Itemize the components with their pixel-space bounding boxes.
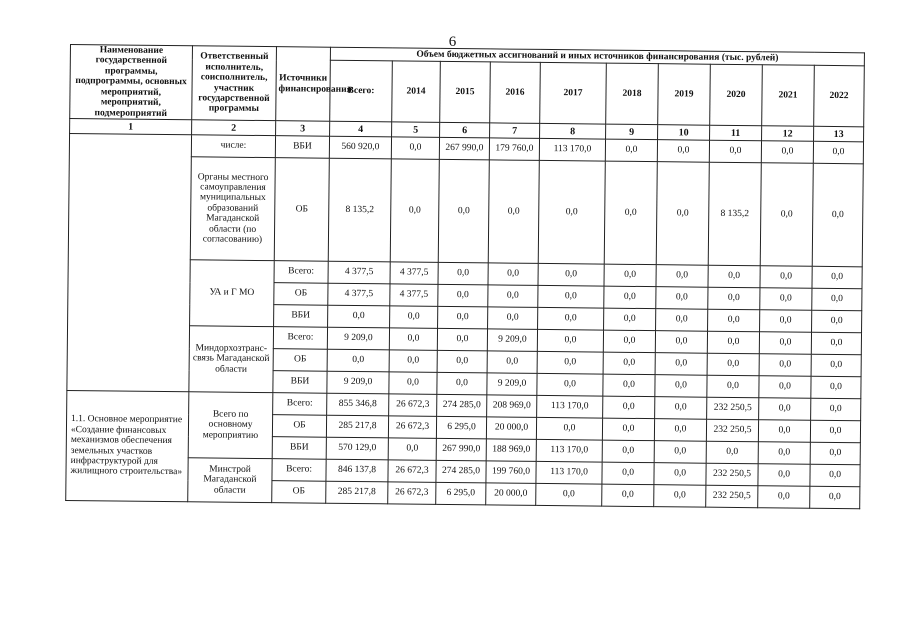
value-cell: 4 377,5 (328, 283, 390, 306)
value-cell: 0,0 (488, 285, 538, 308)
value-cell: 0,0 (488, 160, 539, 264)
value-cell: 0,0 (656, 265, 708, 288)
column-index: 1 (70, 119, 192, 135)
header-year: 2018 (606, 63, 659, 125)
value-cell: 0,0 (655, 331, 707, 354)
value-cell: 0,0 (811, 398, 861, 421)
value-cell: 0,0 (488, 263, 538, 286)
value-cell: 0,0 (438, 159, 489, 263)
value-cell: 0,0 (758, 486, 810, 509)
value-cell: 0,0 (657, 140, 709, 163)
value-cell: 113 170,0 (539, 138, 605, 161)
budget-table (65, 44, 865, 509)
column-index: 2 (192, 120, 276, 136)
value-cell: 0,0 (603, 352, 655, 375)
value-cell: 0,0 (388, 438, 436, 461)
header-year: 2015 (440, 61, 491, 123)
value-cell: 0,0 (760, 163, 813, 267)
value-cell: 26 672,3 (388, 460, 436, 483)
value-cell: 208 969,0 (487, 395, 537, 418)
value-cell: 0,0 (603, 330, 655, 353)
value-cell: 6 295,0 (436, 416, 486, 439)
value-cell: 0,0 (810, 420, 860, 443)
value-cell: 0,0 (812, 310, 862, 333)
value-cell: 0,0 (538, 263, 604, 286)
value-cell: 6 295,0 (436, 482, 486, 505)
value-cell: 855 346,8 (327, 393, 389, 416)
value-cell: 0,0 (391, 137, 439, 160)
value-cell: 0,0 (438, 284, 488, 307)
value-cell: 0,0 (758, 442, 810, 465)
header-executor: Ответственный исполнитель, соисполнитель, участник государственной программы (192, 46, 277, 121)
value-cell: 0,0 (759, 376, 811, 399)
value-cell: 0,0 (390, 159, 439, 262)
value-cell: 0,0 (655, 375, 707, 398)
value-cell: 0,0 (706, 441, 758, 464)
value-cell: 0,0 (709, 140, 761, 163)
value-cell: 0,0 (707, 375, 759, 398)
value-cell: 0,0 (758, 420, 810, 443)
value-cell: 0,0 (487, 351, 537, 374)
value-cell: 0,0 (536, 483, 602, 506)
source-cell: ВБИ (274, 305, 328, 328)
value-cell: 0,0 (707, 331, 759, 354)
value-cell: 0,0 (759, 398, 811, 421)
column-index: 8 (540, 123, 606, 139)
value-cell: 0,0 (654, 463, 706, 486)
header-year: 2016 (490, 62, 541, 124)
value-cell: 0,0 (602, 462, 654, 485)
executor-cell: Всего по основному мероприятию (188, 392, 273, 459)
value-cell: 179 760,0 (489, 138, 539, 161)
value-cell: 0,0 (389, 350, 437, 373)
value-cell: 0,0 (389, 328, 437, 351)
value-cell: 0,0 (759, 332, 811, 355)
value-cell: 285 217,8 (326, 415, 388, 438)
source-cell: ВБИ (275, 136, 329, 159)
value-cell: 113 170,0 (537, 395, 603, 418)
value-cell: 0,0 (812, 163, 863, 267)
header-year: 2017 (540, 62, 607, 124)
value-cell: 232 250,5 (706, 419, 758, 442)
value-cell: 0,0 (602, 418, 654, 441)
header-year: 2022 (814, 65, 865, 127)
value-cell: 0,0 (810, 442, 860, 465)
value-cell: 274 285,0 (436, 460, 486, 483)
value-cell: 0,0 (604, 286, 656, 309)
header-name: Наименование государственной программы, подпрограммы, основных мероприятий, мероприятий, подмероприятий (70, 45, 193, 120)
value-cell: 20 000,0 (486, 417, 536, 440)
value-cell: 0,0 (656, 287, 708, 310)
value-cell: 0,0 (437, 350, 487, 373)
value-cell: 0,0 (602, 484, 654, 507)
value-cell: 0,0 (654, 485, 706, 508)
source-cell: ОБ (274, 158, 329, 262)
column-index: 4 (330, 121, 392, 137)
source-cell: Всего: (274, 261, 328, 284)
executor-cell: Миндорхозтранс-связь Магаданской области (189, 326, 274, 393)
header-year: 2021 (762, 65, 815, 127)
value-cell: 0,0 (654, 419, 706, 442)
header-year: 2019 (658, 64, 711, 126)
value-cell: 20 000,0 (486, 483, 536, 506)
value-cell: 0,0 (437, 328, 487, 351)
value-cell: 0,0 (761, 141, 813, 164)
value-cell: 274 285,0 (437, 394, 487, 417)
value-cell: 4 377,5 (328, 261, 390, 284)
value-cell: 0,0 (538, 307, 604, 330)
value-cell: 0,0 (810, 464, 860, 487)
value-cell: 0,0 (758, 464, 810, 487)
value-cell: 0,0 (438, 306, 488, 329)
value-cell: 0,0 (707, 353, 759, 376)
value-cell: 0,0 (812, 266, 862, 289)
value-cell: 0,0 (389, 372, 437, 395)
column-index: 7 (490, 123, 540, 139)
value-cell: 0,0 (604, 264, 656, 287)
value-cell: 4 377,5 (390, 284, 438, 307)
source-cell: Всего: (273, 393, 327, 416)
program-name-cell (67, 134, 192, 392)
value-cell: 0,0 (708, 287, 760, 310)
value-cell: 0,0 (390, 306, 438, 329)
value-cell: 113 170,0 (536, 439, 602, 462)
column-index: 13 (814, 126, 864, 142)
value-cell: 9 209,0 (327, 371, 389, 394)
value-cell: 8 135,2 (708, 162, 761, 266)
source-cell: ОБ (273, 349, 327, 372)
value-cell: 0,0 (655, 353, 707, 376)
value-cell: 0,0 (488, 307, 538, 330)
value-cell: 188 969,0 (486, 439, 536, 462)
value-cell: 0,0 (654, 441, 706, 464)
source-cell: ВБИ (273, 371, 327, 394)
value-cell: 232 250,5 (706, 485, 758, 508)
value-cell: 26 672,3 (388, 416, 436, 439)
value-cell: 285 217,8 (326, 481, 388, 504)
value-cell: 9 209,0 (487, 373, 537, 396)
value-cell: 0,0 (538, 285, 604, 308)
value-cell: 846 137,8 (326, 459, 388, 482)
value-cell: 0,0 (813, 141, 863, 164)
value-cell: 0,0 (604, 308, 656, 331)
source-cell: ОБ (272, 481, 326, 504)
value-cell: 26 672,3 (389, 394, 437, 417)
value-cell: 199 760,0 (486, 461, 536, 484)
value-cell: 0,0 (811, 354, 861, 377)
value-cell: 0,0 (603, 396, 655, 419)
value-cell: 8 135,2 (328, 158, 391, 262)
header-year: 2014 (392, 61, 441, 122)
source-cell: Всего: (273, 327, 327, 350)
value-cell: 0,0 (605, 139, 657, 162)
value-cell: 0,0 (656, 309, 708, 332)
value-cell: 0,0 (760, 288, 812, 311)
value-cell: 0,0 (708, 309, 760, 332)
value-cell: 113 170,0 (536, 461, 602, 484)
value-cell: 0,0 (537, 351, 603, 374)
value-cell: 0,0 (810, 486, 860, 509)
column-index: 6 (440, 122, 490, 138)
column-index: 10 (658, 125, 710, 141)
value-cell: 0,0 (655, 397, 707, 420)
program-name-cell: 1.1. Основное мероприятие «Создание финансовых механизмов обеспечения земельных участков инфраструктурой для жилищного строительства» (66, 391, 189, 502)
value-cell: 560 920,0 (329, 136, 391, 159)
value-cell: 26 672,3 (388, 482, 436, 505)
value-cell: 0,0 (327, 349, 389, 372)
column-index: 11 (710, 125, 762, 141)
value-cell: 0,0 (537, 329, 603, 352)
column-index: 3 (276, 121, 330, 137)
value-cell: 570 129,0 (326, 437, 388, 460)
source-cell: ОБ (272, 415, 326, 438)
value-cell: 9 209,0 (487, 329, 537, 352)
header-year: 2020 (710, 64, 763, 126)
column-index: 5 (392, 122, 440, 138)
executor-cell: Минстрой Магаданской области (188, 458, 272, 503)
value-cell: 0,0 (759, 354, 811, 377)
executor-cell: Органы местного самоуправления муниципальных образований Магаданской области (по согласованию) (190, 157, 275, 261)
value-cell: 0,0 (812, 288, 862, 311)
value-cell: 0,0 (438, 262, 488, 285)
value-cell: 267 990,0 (439, 137, 489, 160)
value-cell: 0,0 (537, 373, 603, 396)
value-cell: 0,0 (604, 161, 657, 265)
column-index: 12 (762, 126, 814, 142)
header-source: Источники финансирования (276, 47, 331, 122)
value-cell: 0,0 (811, 332, 861, 355)
value-cell: 232 250,5 (707, 397, 759, 420)
executor-cell: УА и Г МО (190, 260, 275, 327)
header-total: Всего: (330, 60, 393, 122)
executor-cell: числе: (191, 135, 275, 158)
source-cell: ВБИ (272, 437, 326, 460)
header-volume: Объем бюджетных ассигнований и иных источников финансирования (тыс. рублей) (330, 47, 864, 66)
value-cell: 0,0 (538, 160, 605, 264)
column-index: 9 (606, 124, 658, 140)
value-cell: 4 377,5 (390, 262, 438, 285)
value-cell: 0,0 (656, 162, 709, 266)
value-cell: 0,0 (536, 417, 602, 440)
value-cell: 0,0 (708, 265, 760, 288)
value-cell: 0,0 (437, 372, 487, 395)
value-cell: 232 250,5 (706, 463, 758, 486)
page-number: 6 (448, 34, 457, 50)
value-cell: 0,0 (760, 266, 812, 289)
source-cell: Всего: (272, 459, 326, 482)
value-cell: 0,0 (328, 305, 390, 328)
value-cell: 267 990,0 (436, 438, 486, 461)
source-cell: ОБ (274, 283, 328, 306)
value-cell: 0,0 (603, 374, 655, 397)
value-cell: 9 209,0 (327, 327, 389, 350)
value-cell: 0,0 (760, 310, 812, 333)
value-cell: 0,0 (811, 376, 861, 399)
value-cell: 0,0 (602, 440, 654, 463)
